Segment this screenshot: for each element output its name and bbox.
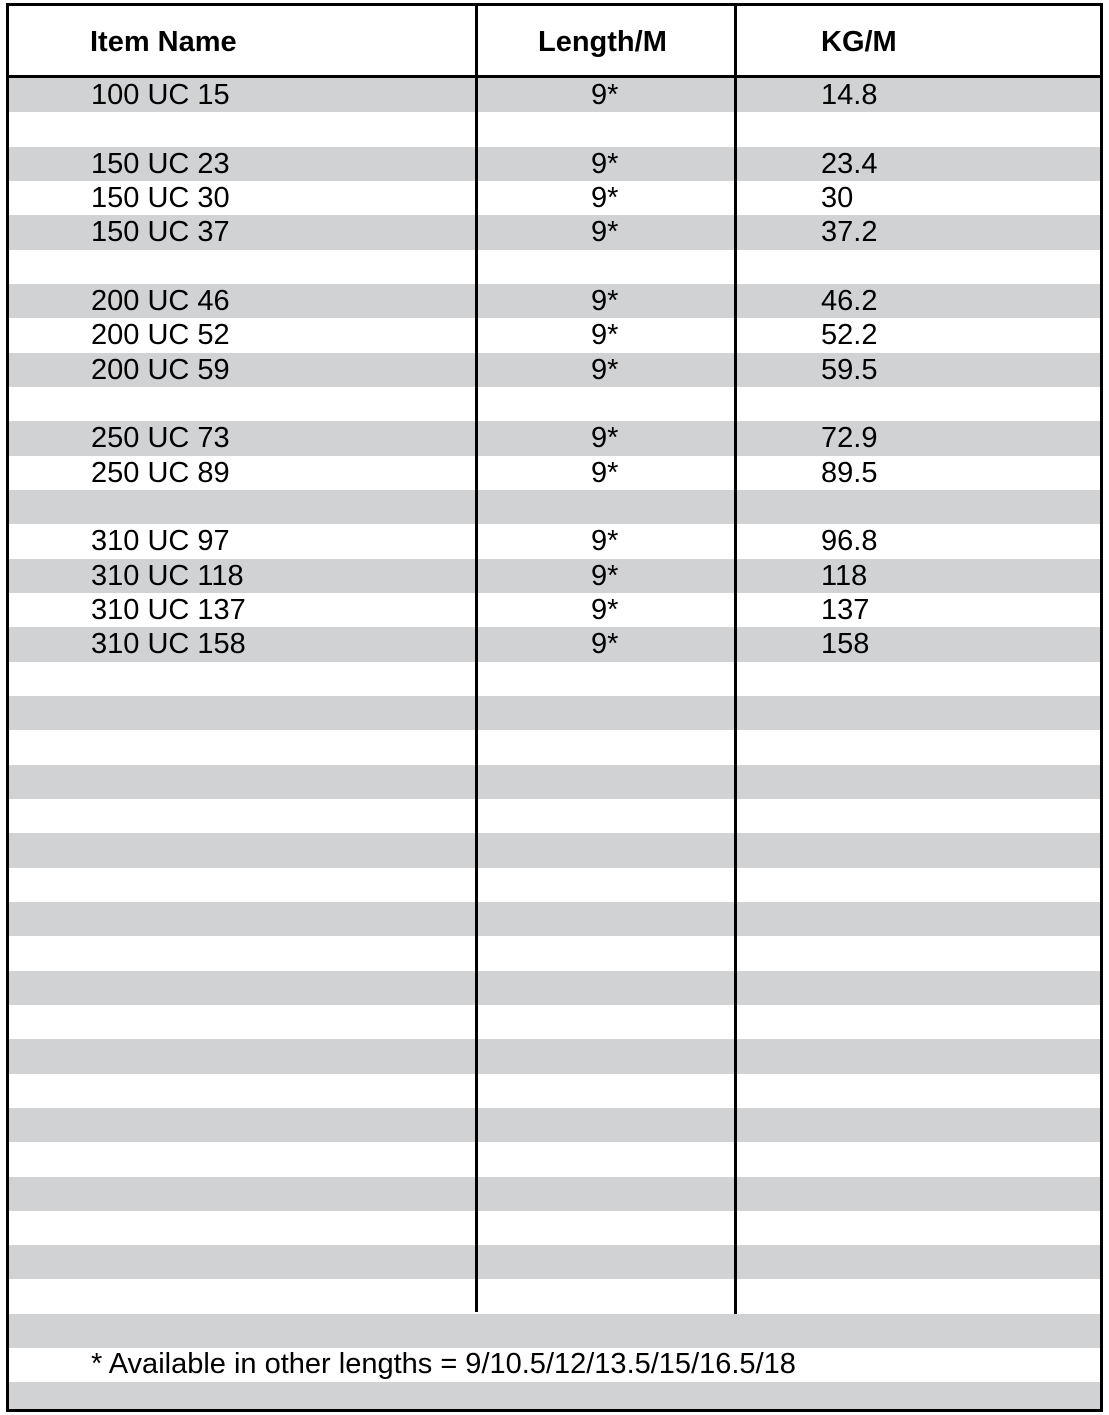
table-row — [9, 1074, 1100, 1108]
table-row — [9, 662, 1100, 696]
item-name-cell: 200 UC 46 — [91, 284, 230, 317]
table-row — [9, 1108, 1100, 1142]
length-cell: 9* — [591, 456, 619, 489]
item-name-cell: 310 UC 137 — [91, 593, 246, 626]
table-row — [9, 593, 1100, 627]
kg-cell: 89.5 — [821, 456, 878, 489]
kg-cell: 96.8 — [821, 525, 878, 558]
item-name-cell: 310 UC 97 — [91, 525, 230, 558]
table-row — [9, 78, 1100, 112]
column-divider — [475, 6, 478, 1312]
table-row — [9, 1177, 1100, 1211]
item-name-cell: 250 UC 73 — [91, 422, 230, 455]
table-row — [9, 1005, 1100, 1039]
table-row — [9, 833, 1100, 867]
length-cell: 9* — [591, 628, 619, 661]
length-cell: 9* — [591, 353, 619, 386]
length-cell: 9* — [591, 422, 619, 455]
table-row — [9, 936, 1100, 970]
table-row — [9, 387, 1100, 421]
table-row — [9, 799, 1100, 833]
table-row — [9, 1382, 1100, 1412]
item-name-cell: 150 UC 37 — [91, 216, 230, 249]
kg-cell: 52.2 — [821, 319, 878, 352]
table-row — [9, 181, 1100, 215]
table-row — [9, 215, 1100, 249]
length-cell: 9* — [591, 284, 619, 317]
table-row — [9, 559, 1100, 593]
table-row — [9, 902, 1100, 936]
item-name-cell: 310 UC 118 — [91, 559, 244, 592]
length-cell: 9* — [591, 559, 619, 592]
table-row — [9, 456, 1100, 490]
kg-cell: 59.5 — [821, 353, 878, 386]
item-name-cell: 150 UC 30 — [91, 181, 230, 214]
kg-cell: 23.4 — [821, 147, 878, 180]
table-row — [9, 147, 1100, 181]
kg-cell: 14.8 — [821, 79, 878, 111]
kg-cell: 72.9 — [821, 422, 878, 455]
column-header-item-name: Item Name — [90, 26, 237, 58]
table-row — [9, 250, 1100, 284]
table-row — [9, 971, 1100, 1005]
table-row — [9, 284, 1100, 318]
table-header — [9, 6, 1100, 78]
table-row — [9, 696, 1100, 730]
kg-cell: 30 — [821, 181, 854, 214]
column-header-length: Length/M — [538, 26, 667, 58]
footnote: * Available in other lengths = 9/10.5/12/13.5/15/16.5/18 — [91, 1348, 796, 1380]
length-cell: 9* — [591, 593, 619, 626]
table-row — [9, 1314, 1100, 1348]
item-name-cell: 150 UC 23 — [91, 147, 230, 180]
table-row — [9, 627, 1100, 661]
table-row — [9, 730, 1100, 764]
table-row — [9, 1211, 1100, 1245]
column-header-kg: KG/M — [821, 26, 897, 58]
item-name-cell: 310 UC 158 — [91, 628, 246, 661]
table-row — [9, 421, 1100, 455]
table-row — [9, 1279, 1100, 1313]
item-name-cell: 100 UC 15 — [91, 79, 230, 111]
length-cell: 9* — [591, 79, 619, 111]
length-cell: 9* — [591, 525, 619, 558]
column-divider — [734, 6, 737, 1314]
kg-cell: 37.2 — [821, 216, 878, 249]
table-row — [9, 318, 1100, 352]
table-row — [9, 112, 1100, 146]
table-row — [9, 490, 1100, 524]
length-cell: 9* — [591, 147, 619, 180]
product-table — [6, 3, 1103, 1412]
table-row — [9, 868, 1100, 902]
item-name-cell: 200 UC 52 — [91, 319, 230, 352]
kg-cell: 158 — [821, 628, 870, 661]
table-row — [9, 1142, 1100, 1176]
item-name-cell: 250 UC 89 — [91, 456, 230, 489]
table-row — [9, 765, 1100, 799]
table-row — [9, 1245, 1100, 1279]
table-row — [9, 353, 1100, 387]
length-cell: 9* — [591, 216, 619, 249]
table-row — [9, 524, 1100, 558]
length-cell: 9* — [591, 181, 619, 214]
table-body — [9, 78, 1100, 1412]
kg-cell: 46.2 — [821, 284, 878, 317]
table-row — [9, 1039, 1100, 1073]
kg-cell: 137 — [821, 593, 870, 626]
item-name-cell: 200 UC 59 — [91, 353, 230, 386]
length-cell: 9* — [591, 319, 619, 352]
kg-cell: 118 — [821, 559, 868, 592]
